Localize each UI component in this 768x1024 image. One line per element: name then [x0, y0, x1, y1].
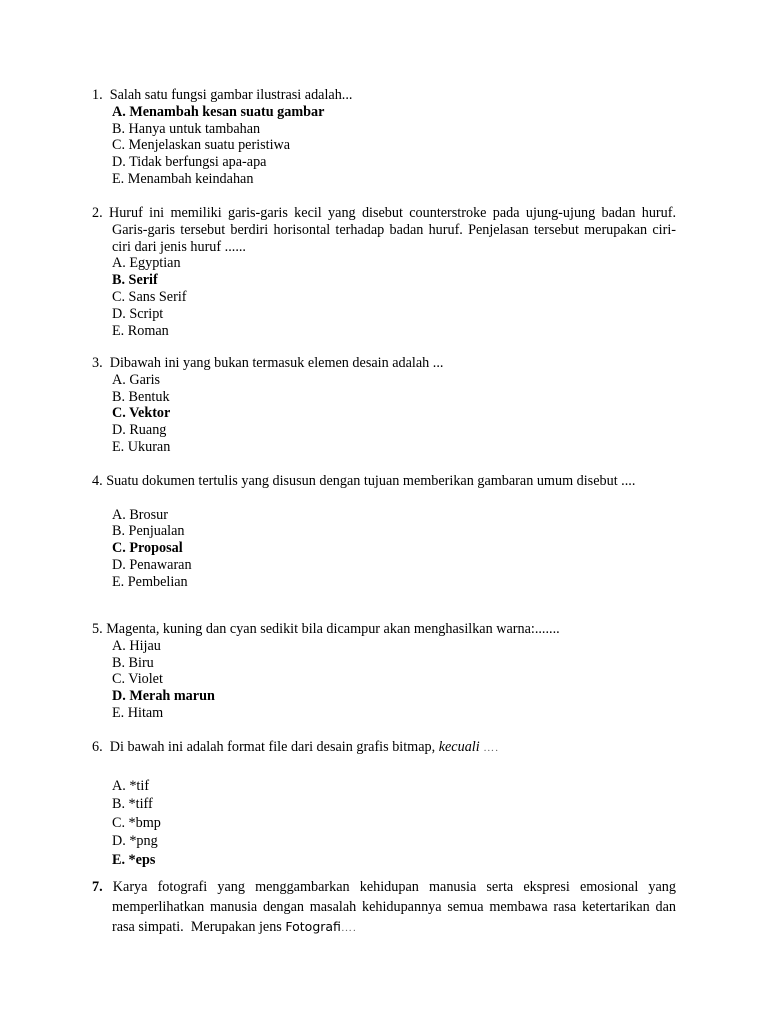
question-text: Suatu dokumen tertulis yang disusun dengan tujuan memberikan gambaran umum disebut ....: [106, 473, 636, 489]
question-text-2: Merupakan jens: [190, 919, 282, 936]
option-c: C. Vektor: [112, 405, 171, 422]
option-c: C. Sans Serif: [112, 288, 187, 305]
question-number: 7.: [92, 879, 103, 895]
question-stem: [92, 878, 676, 939]
question-stem: [92, 621, 676, 638]
option-e: E. Roman: [112, 322, 169, 339]
question-text: Salah satu fungsi gambar ilustrasi adalah...: [109, 87, 353, 103]
option-b: B. Biru: [112, 654, 154, 671]
option-e: E. Ukuran: [112, 438, 171, 455]
option-c: C. Menjelaskan suatu peristiwa: [112, 137, 291, 154]
option-e: E. *eps: [112, 851, 156, 868]
question-stem: [92, 739, 676, 757]
question-number: 2.: [92, 205, 103, 221]
options-list: [92, 507, 676, 591]
option-d: D. Merah marun: [112, 688, 215, 705]
option-d: D. *png: [112, 833, 158, 850]
question-text: Di bawah ini adalah format file dari desain grafis bitmap,: [109, 739, 436, 755]
question-number: 5.: [92, 621, 103, 637]
question-number: 3.: [92, 355, 103, 371]
options-list: [92, 638, 676, 722]
option-b: B. Bentuk: [112, 388, 170, 405]
option-c: C. Proposal: [112, 540, 183, 557]
option-a: A. Egyptian: [112, 255, 181, 272]
option-e: E. Menambah keindahan: [112, 170, 254, 187]
question-keyword: Fotografi: [285, 919, 341, 935]
question-1: [92, 87, 676, 188]
question-stem: [92, 355, 676, 372]
question-tail: ….: [340, 922, 357, 935]
option-d: D. Penawaran: [112, 556, 192, 573]
option-a: A. *tif: [112, 777, 150, 794]
question-tail: ….: [483, 742, 499, 754]
question-5: [92, 621, 676, 722]
question-text: Huruf ini memiliki garis-garis kecil yang disebut counterstroke pada ujung-ujung badan huruf. Garis-garis tersebut berdiri horisontal terhadap badan huruf. Penjelasan tersebut merupakan ciri-ciri dari jenis huruf ......: [108, 205, 676, 255]
question-stem: [92, 473, 676, 490]
question-stem: [92, 87, 676, 104]
options-list: [92, 255, 676, 339]
question-7: [92, 878, 676, 939]
option-e: E. Pembelian: [112, 573, 188, 590]
question-6: [92, 739, 676, 869]
question-stem: [92, 205, 676, 255]
option-d: D. Ruang: [112, 422, 167, 439]
options-list: [92, 372, 676, 456]
option-b: B. Serif: [112, 272, 158, 289]
question-3: [92, 355, 676, 456]
option-c: C. *bmp: [112, 814, 161, 831]
question-number: 6.: [92, 739, 103, 755]
option-c: C. Violet: [112, 671, 163, 688]
option-e: E. Hitam: [112, 704, 164, 721]
question-text: Magenta, kuning dan cyan sedikit bila dicampur akan menghasilkan warna:.......: [106, 621, 560, 637]
option-a: A. Garis: [112, 371, 161, 388]
option-b: B. Hanya untuk tambahan: [112, 120, 261, 137]
question-emphasis: kecuali: [438, 739, 480, 755]
options-list: [92, 104, 676, 188]
option-a: A. Hijau: [112, 637, 161, 654]
question-text: Dibawah ini yang bukan termasuk elemen desain adalah ...: [109, 355, 444, 371]
option-d: D. Tidak berfungsi apa-apa: [112, 154, 267, 171]
option-d: D. Script: [112, 305, 164, 322]
question-text: Karya fotografi yang menggambarkan kehidupan manusia serta ekspresi emosional yang memperlihatkan manusia dengan masalah kehidupannya semua membawa rasa ketertarikan dan rasa simpati.: [112, 879, 676, 936]
option-b: B. Penjualan: [112, 523, 185, 540]
question-number: 4.: [92, 473, 103, 489]
question-number: 1.: [92, 87, 103, 103]
option-b: B. *tiff: [112, 796, 153, 813]
question-4: [92, 473, 676, 591]
question-2: [92, 205, 676, 339]
option-a: A. Brosur: [112, 506, 168, 523]
option-a: A. Menambah kesan suatu gambar: [112, 103, 325, 120]
options-list: [92, 777, 676, 870]
